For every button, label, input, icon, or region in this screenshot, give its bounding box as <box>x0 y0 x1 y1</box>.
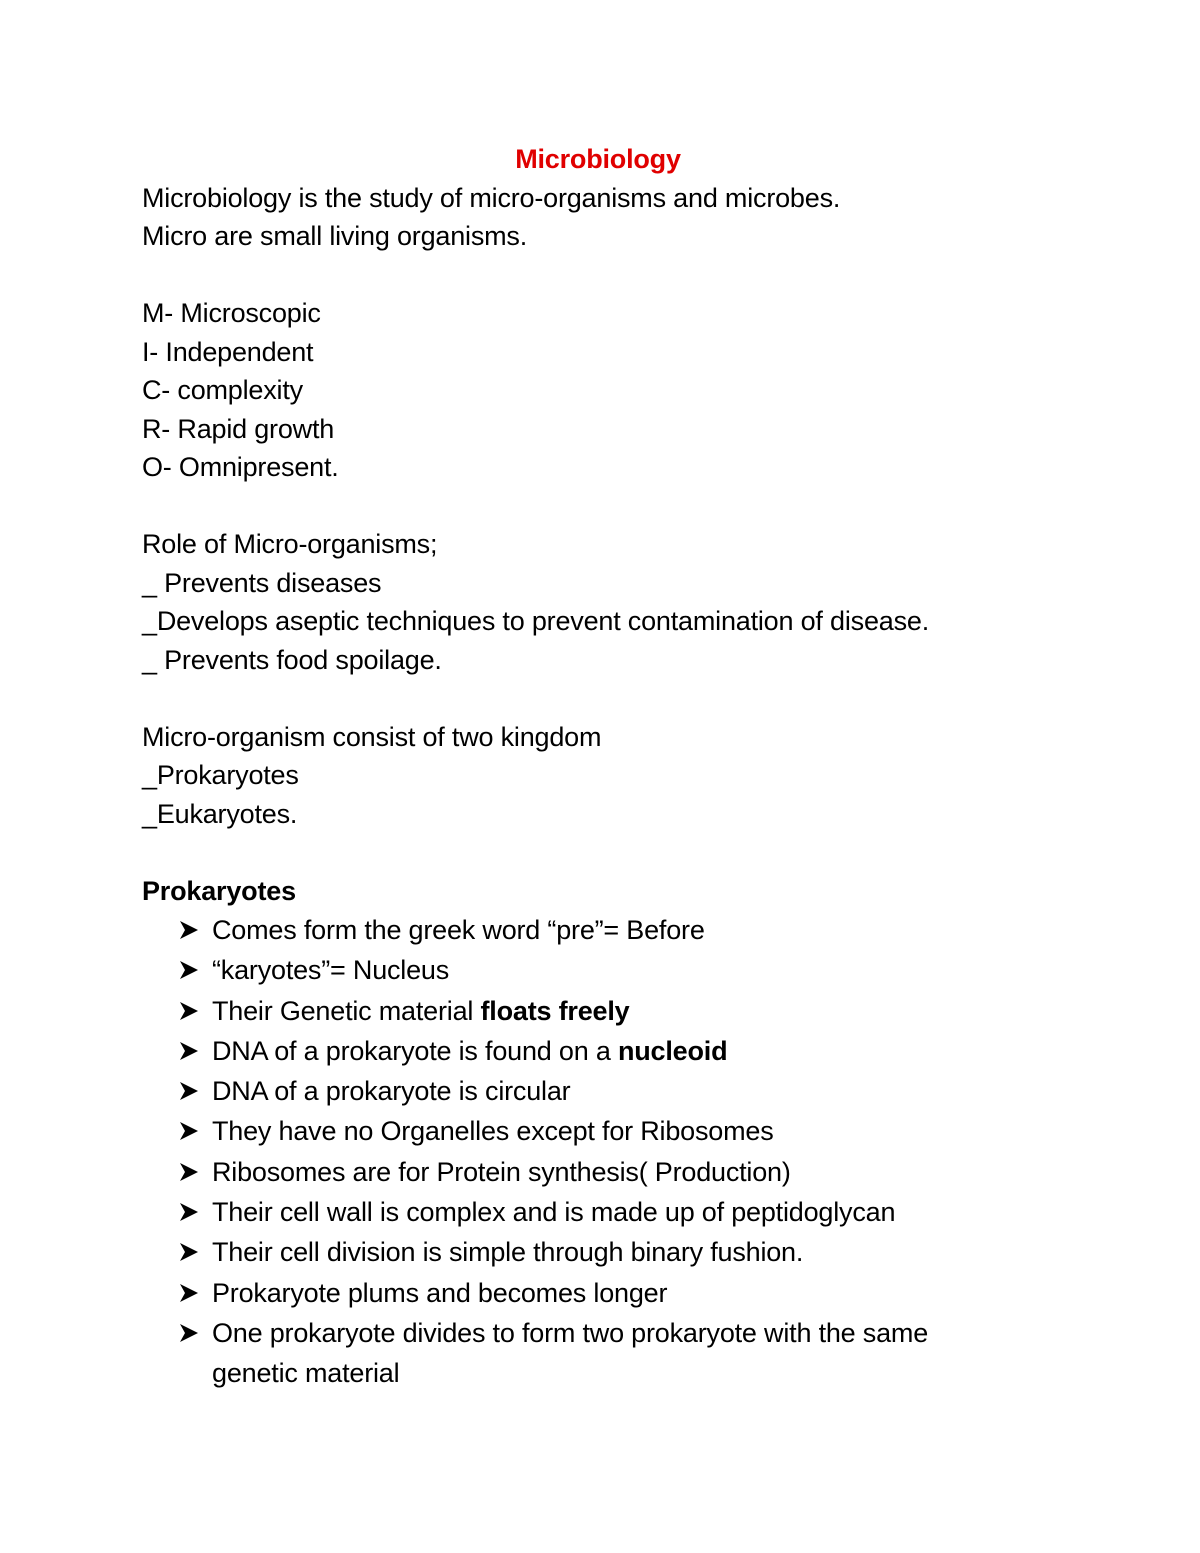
list-item-text: DNA of a prokaryote is circular <box>212 1076 571 1107</box>
kingdoms-item: _Prokaryotes <box>142 760 299 790</box>
list-item-text: Comes form the greek word “pre”= Before <box>212 915 705 945</box>
kingdoms-heading: Micro-organism consist of two kingdom <box>142 721 602 752</box>
list-item-text: Their cell wall is complex and is made up of peptidoglycan <box>212 1197 896 1228</box>
spacer <box>142 679 1042 718</box>
acronym-line: C- complexity <box>142 375 303 405</box>
list-item <box>142 1313 1042 1394</box>
list-item-text: Their Genetic material <box>212 995 481 1026</box>
arrowhead-bullet-icon <box>178 991 202 1031</box>
list-item <box>142 1232 1042 1272</box>
arrowhead-bullet-icon <box>178 1313 202 1353</box>
list-item <box>142 1111 1042 1151</box>
list-item-text: Ribosomes are for Protein synthesis( Production) <box>212 1156 791 1187</box>
list-item <box>142 1031 1042 1071</box>
list-item-text: Prokaryote plums and becomes longer <box>212 1277 668 1308</box>
list-item-text: “karyotes”= Nucleus <box>212 955 450 986</box>
list-item-text: One prokaryote divides to form two prokaryote with the same genetic material <box>212 1317 929 1389</box>
arrowhead-bullet-icon <box>178 1111 202 1151</box>
list-item <box>142 991 1042 1031</box>
document-title: Microbiology <box>515 144 681 174</box>
roles-item: _Develops aseptic techniques to prevent contamination of disease. <box>142 606 929 636</box>
list-item-bold-text: nucleoid <box>617 1035 728 1066</box>
arrowhead-bullet-icon <box>178 910 202 950</box>
list-item <box>142 1071 1042 1111</box>
kingdoms-item: _Eukaryotes. <box>142 798 298 829</box>
list-item <box>142 1273 1042 1313</box>
arrowhead-bullet-icon <box>178 1192 202 1232</box>
acronym-line: M- Microscopic <box>142 298 321 328</box>
list-item-text: DNA of a prokaryote is found on a <box>212 1035 618 1066</box>
intro-line: Micro are small living organisms. <box>142 221 528 251</box>
arrowhead-bullet-icon <box>178 1031 202 1071</box>
list-item-bold-text: floats freely <box>480 995 630 1026</box>
list-item-text: Their cell division is simple through binary fushion. <box>212 1237 804 1268</box>
acronym-line: R- Rapid growth <box>142 413 335 444</box>
list-item <box>142 950 1042 990</box>
spacer <box>142 256 1042 295</box>
acronym-line: O- Omnipresent. <box>142 452 339 482</box>
spacer <box>142 487 1042 526</box>
document-body <box>142 140 1042 1394</box>
prokaryotes-heading: Prokaryotes <box>142 875 296 906</box>
roles-heading: Role of Micro-organisms; <box>142 529 438 559</box>
acronym-line: I- Independent <box>142 336 314 367</box>
arrowhead-bullet-icon <box>178 1273 202 1313</box>
arrowhead-bullet-icon <box>178 950 202 990</box>
roles-item: _ Prevents diseases <box>142 567 382 598</box>
roles-item: _ Prevents food spoilage. <box>142 644 442 675</box>
spacer <box>142 833 1042 872</box>
arrowhead-bullet-icon <box>178 1232 202 1272</box>
prokaryotes-list <box>142 910 1042 1394</box>
list-item-text: They have no Organelles except for Ribosomes <box>212 1116 774 1147</box>
arrowhead-bullet-icon <box>178 1152 202 1192</box>
list-item <box>142 1152 1042 1192</box>
list-item <box>142 910 1042 950</box>
intro-line: Microbiology is the study of micro-organisms and microbes. <box>142 182 841 213</box>
list-item <box>142 1192 1042 1232</box>
arrowhead-bullet-icon <box>178 1071 202 1111</box>
